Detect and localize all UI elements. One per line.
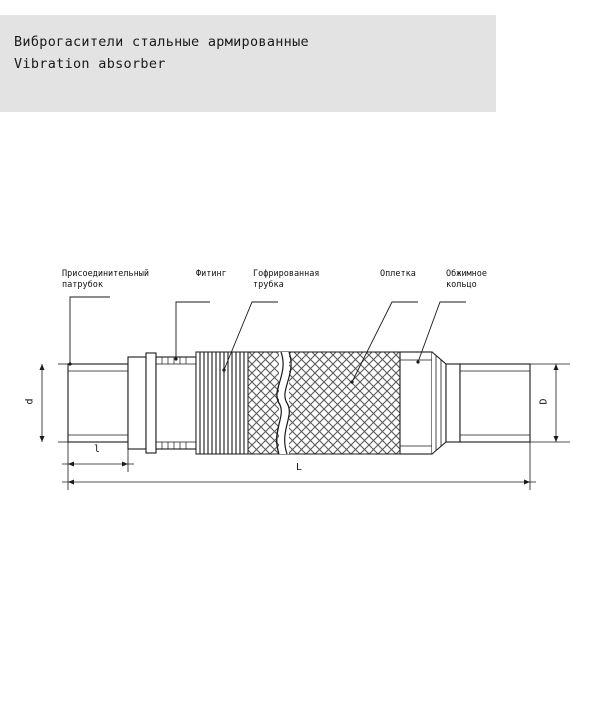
corrugated-tube	[196, 352, 248, 454]
callout-crimp-ring	[446, 269, 487, 291]
callout-braid	[380, 269, 416, 280]
connection-pipe-left	[68, 364, 128, 442]
fitting-left	[128, 353, 196, 453]
header-title-ru: Виброгасители стальные армированные	[14, 34, 309, 50]
callout-crimp-ring-line2: кольцо	[446, 280, 477, 290]
callout-connection-pipe	[62, 269, 149, 291]
drawing-svg	[0, 112, 600, 717]
fitting-right	[432, 352, 460, 454]
callout-corrugated-tube	[253, 269, 320, 291]
dimension-label-l: l	[94, 444, 101, 455]
crimp-ring	[400, 352, 432, 454]
callout-corrugated-tube-line2: трубка	[253, 280, 284, 290]
braid-section	[248, 352, 400, 454]
dimension-d	[40, 364, 69, 442]
callout-braid-line1: Оплетка	[380, 269, 416, 279]
callout-connection-pipe-line2: патрубок	[62, 280, 103, 290]
technical-drawing	[0, 112, 600, 717]
callout-connection-pipe-line1: Присоединительный	[62, 269, 149, 279]
header-title-en: Vibration absorber	[14, 56, 166, 72]
dimension-label-L: L	[296, 462, 303, 473]
callout-fitting	[196, 269, 227, 280]
callout-fitting-line1: Фитинг	[196, 269, 227, 279]
connection-pipe-right	[460, 364, 530, 442]
dimension-label-d: d	[24, 398, 36, 405]
callout-corrugated-tube-line1: Гофрированная	[253, 269, 320, 279]
dimension-label-D: D	[538, 398, 550, 405]
dimension-D	[530, 364, 570, 442]
callout-crimp-ring-line1: Обжимное	[446, 269, 487, 279]
